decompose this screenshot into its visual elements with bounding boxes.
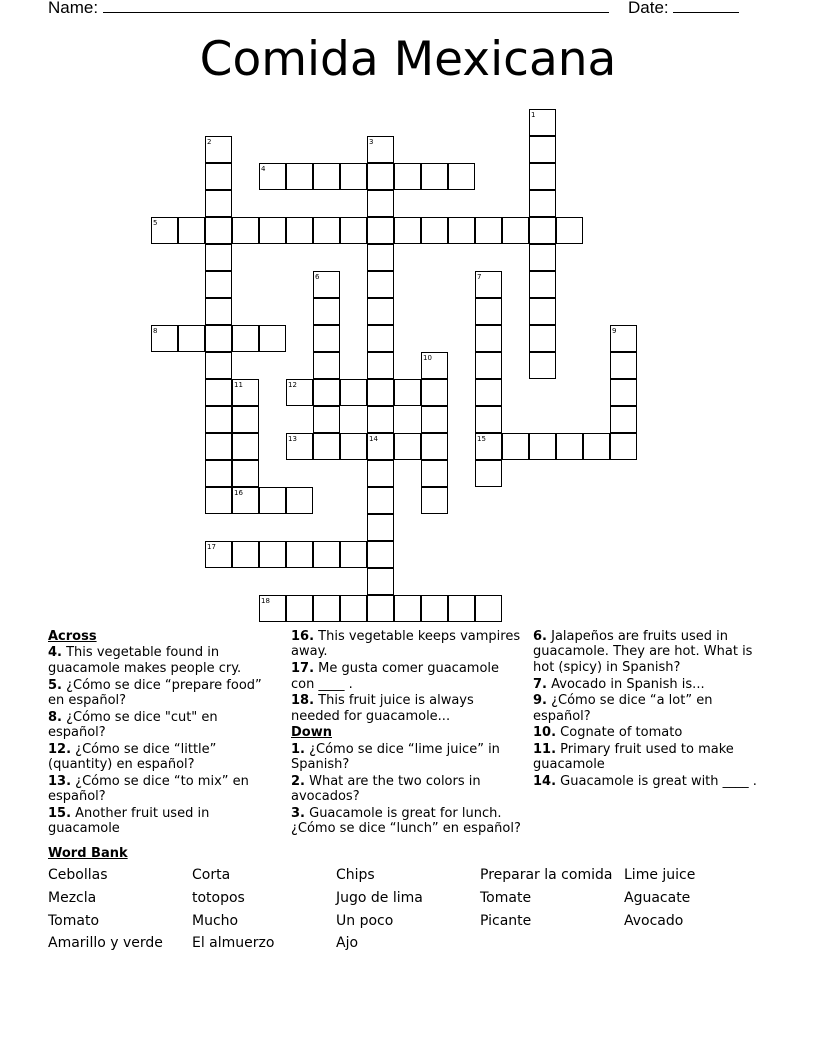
word-bank-item: Un poco	[336, 913, 394, 929]
grid-cell[interactable]	[313, 325, 340, 352]
grid-cell[interactable]	[340, 379, 367, 406]
word-bank-item: Jugo de lima	[336, 890, 423, 906]
grid-cell[interactable]	[448, 163, 475, 190]
grid-cell[interactable]	[448, 595, 475, 622]
grid-cell[interactable]	[286, 163, 313, 190]
grid-cell[interactable]	[340, 595, 367, 622]
grid-cell[interactable]	[475, 217, 502, 244]
grid-cell[interactable]	[610, 406, 637, 433]
word-bank-item: Corta	[192, 867, 231, 883]
date-label: Date:	[628, 0, 669, 17]
grid-cell[interactable]	[205, 487, 232, 514]
grid-cell[interactable]	[367, 352, 394, 379]
grid-cell[interactable]	[205, 163, 232, 190]
across-clue: 8. ¿Cómo se dice "cut" en español?	[48, 709, 218, 741]
grid-cell[interactable]	[205, 379, 232, 406]
down-clue: 10. Cognate of tomato	[533, 725, 683, 741]
grid-cell[interactable]	[367, 595, 394, 622]
grid-cell[interactable]	[610, 379, 637, 406]
down-clue: 6. Jalapeños are fruits used in guacamole. They are hot. What is hot (spicy) in Spanish?	[533, 629, 753, 675]
page-title: Comida Mexicana	[199, 32, 617, 87]
grid-cell[interactable]	[259, 217, 286, 244]
word-bank-item: Preparar la comida	[480, 867, 613, 883]
grid-cell[interactable]	[259, 541, 286, 568]
grid-cell[interactable]	[502, 433, 529, 460]
grid-cell[interactable]	[367, 379, 394, 406]
grid-cell[interactable]	[313, 298, 340, 325]
grid-cell[interactable]	[367, 541, 394, 568]
grid-cell[interactable]	[475, 595, 502, 622]
grid-cell[interactable]	[529, 136, 556, 163]
grid-cell[interactable]	[205, 433, 232, 460]
grid-cell[interactable]	[286, 217, 313, 244]
across-clue: 13. ¿Cómo se dice “to mix” en español?	[48, 773, 249, 805]
grid-cell[interactable]	[313, 163, 340, 190]
grid-cell[interactable]	[421, 433, 448, 460]
grid-cell[interactable]	[610, 352, 637, 379]
grid-cell[interactable]	[475, 406, 502, 433]
grid-cell[interactable]	[421, 460, 448, 487]
word-bank-item: Ajo	[336, 935, 359, 951]
grid-cell[interactable]	[529, 271, 556, 298]
grid-cell[interactable]	[259, 487, 286, 514]
grid-cell[interactable]	[475, 379, 502, 406]
grid-cell[interactable]	[394, 217, 421, 244]
grid-cell[interactable]	[394, 433, 421, 460]
down-clue: 14. Guacamole is great with ____ .	[533, 774, 757, 790]
grid-cell[interactable]	[205, 244, 232, 271]
grid-cell[interactable]	[367, 406, 394, 433]
grid-cell[interactable]	[178, 325, 205, 352]
grid-cell[interactable]	[421, 163, 448, 190]
grid-cell[interactable]	[502, 217, 529, 244]
clues-column-2	[291, 629, 523, 838]
grid-cell[interactable]	[448, 217, 475, 244]
grid-cell[interactable]	[205, 352, 232, 379]
down-clue: 9. ¿Cómo se dice “a lot” en español?	[533, 693, 713, 724]
down-clue: 7. Avocado in Spanish is...	[533, 676, 705, 692]
grid-cell[interactable]	[421, 217, 448, 244]
grid-cell[interactable]	[232, 541, 259, 568]
grid-cell[interactable]	[313, 406, 340, 433]
grid-cell[interactable]	[367, 217, 394, 244]
grid-cell[interactable]	[340, 163, 367, 190]
clue-number: 4	[261, 165, 266, 173]
grid-cell[interactable]	[313, 379, 340, 406]
grid-cell[interactable]	[529, 217, 556, 244]
clue-number: 17	[207, 543, 216, 551]
date-line	[673, 0, 739, 13]
grid-cell[interactable]	[367, 271, 394, 298]
grid-cell[interactable]	[205, 406, 232, 433]
grid-cell[interactable]	[394, 163, 421, 190]
grid-cell[interactable]	[367, 163, 394, 190]
clue-number: 6	[315, 273, 320, 281]
grid-cell[interactable]	[475, 298, 502, 325]
grid-cell[interactable]	[475, 325, 502, 352]
grid-cell[interactable]	[421, 487, 448, 514]
word-bank-title: Word Bank	[48, 846, 128, 861]
grid-cell[interactable]	[340, 217, 367, 244]
word-bank-item: Amarillo y verde	[48, 935, 163, 951]
grid-cell[interactable]	[610, 433, 637, 460]
grid-cell[interactable]	[421, 406, 448, 433]
grid-cell[interactable]	[421, 595, 448, 622]
across-clue: 5. ¿Cómo se dice “prepare food” en español?	[48, 677, 262, 708]
word-bank-item: Lime juice	[624, 867, 696, 883]
date-field[interactable]	[628, 0, 739, 18]
clue-number: 14	[369, 435, 378, 443]
grid-cell[interactable]	[205, 190, 232, 217]
grid-cell[interactable]	[367, 244, 394, 271]
grid-cell[interactable]	[313, 217, 340, 244]
grid-cell[interactable]	[205, 325, 232, 352]
word-bank-item: Tomate	[480, 890, 532, 906]
grid-cell[interactable]	[232, 460, 259, 487]
word-bank-item: Aguacate	[624, 890, 691, 906]
down-clue: 2. What are the two colors in avocados?	[291, 773, 481, 805]
clue-number: 8	[153, 327, 158, 335]
down-clue: 11. Primary fruit used to make guacamole	[533, 742, 734, 773]
grid-cell[interactable]	[529, 190, 556, 217]
across-clue: 12. ¿Cómo se dice “little” (quantity) en español?	[48, 741, 217, 773]
clue-number: 16	[234, 489, 243, 497]
clue-number: 15	[477, 435, 486, 443]
clue-number: 7	[477, 273, 482, 281]
grid-cell[interactable]	[421, 379, 448, 406]
across-clue: 15. Another fruit used in guacamole	[48, 805, 210, 837]
clue-number: 10	[423, 354, 432, 362]
grid-cell[interactable]	[394, 595, 421, 622]
clue-number: 18	[261, 597, 270, 605]
grid-cell[interactable]	[529, 163, 556, 190]
grid-cell[interactable]	[313, 595, 340, 622]
grid-cell[interactable]	[529, 433, 556, 460]
word-bank-item: El almuerzo	[192, 935, 275, 951]
down-heading: Down	[291, 725, 332, 741]
grid-cell[interactable]	[556, 217, 583, 244]
grid-cell[interactable]	[232, 217, 259, 244]
grid-cell[interactable]	[178, 217, 205, 244]
grid-cell[interactable]	[529, 352, 556, 379]
grid-cell[interactable]	[475, 352, 502, 379]
grid-cell[interactable]	[556, 433, 583, 460]
word-bank-item: Chips	[336, 867, 375, 883]
grid-cell[interactable]	[232, 406, 259, 433]
grid-cell[interactable]	[367, 568, 394, 595]
grid-cell[interactable]	[232, 325, 259, 352]
clue-number: 5	[153, 219, 158, 227]
across-clue: 16. This vegetable keeps vampires away.	[291, 629, 521, 660]
grid-cell[interactable]	[529, 325, 556, 352]
grid-cell[interactable]	[232, 433, 259, 460]
grid-cell[interactable]	[286, 541, 313, 568]
word-bank-item: Avocado	[624, 913, 684, 929]
grid-cell[interactable]	[286, 595, 313, 622]
grid-cell[interactable]	[529, 244, 556, 271]
grid-cell[interactable]	[313, 433, 340, 460]
grid-cell[interactable]	[367, 514, 394, 541]
grid-cell[interactable]	[367, 325, 394, 352]
clue-number: 11	[234, 381, 243, 389]
grid-cell[interactable]	[205, 217, 232, 244]
grid-cell[interactable]	[340, 433, 367, 460]
grid-cell[interactable]	[259, 325, 286, 352]
clue-number: 3	[369, 138, 374, 146]
clues-column-1	[48, 629, 270, 838]
grid-cell[interactable]	[313, 541, 340, 568]
word-bank-item: Cebollas	[48, 867, 108, 883]
word-bank-item: totopos	[192, 890, 245, 906]
across-clue: 18. This fruit juice is always needed for guacamole...	[291, 693, 474, 724]
name-label: Name:	[48, 0, 99, 17]
grid-cell[interactable]	[205, 271, 232, 298]
grid-cell[interactable]	[475, 460, 502, 487]
grid-cell[interactable]	[367, 298, 394, 325]
grid-cell[interactable]	[583, 433, 610, 460]
name-field[interactable]	[48, 0, 609, 18]
clue-number: 1	[531, 111, 536, 119]
clues-column-3	[533, 629, 763, 791]
word-bank-item: Tomato	[48, 913, 100, 929]
down-clue: 1. ¿Cómo se dice “lime juice” in Spanish?	[291, 741, 500, 773]
word-bank-item: Mezcla	[48, 890, 97, 906]
grid-cell[interactable]	[529, 298, 556, 325]
down-clue: 3. Guacamole is great for lunch. ¿Cómo se dice “lunch” en español?	[291, 805, 521, 837]
grid-cell[interactable]	[367, 190, 394, 217]
grid-cell[interactable]	[313, 352, 340, 379]
grid-cell[interactable]	[394, 379, 421, 406]
clue-number: 9	[612, 327, 617, 335]
clue-number: 13	[288, 435, 297, 443]
grid-cell[interactable]	[367, 460, 394, 487]
word-bank-item: Picante	[480, 913, 532, 929]
grid-cell[interactable]	[286, 487, 313, 514]
word-bank-item: Mucho	[192, 913, 239, 929]
grid-cell[interactable]	[205, 460, 232, 487]
grid-cell[interactable]	[340, 541, 367, 568]
across-clue: 4. This vegetable found in guacamole makes people cry.	[48, 645, 242, 676]
grid-cell[interactable]	[367, 487, 394, 514]
across-heading: Across	[48, 629, 97, 644]
clue-number: 2	[207, 138, 212, 146]
name-line	[103, 0, 609, 13]
grid-cell[interactable]	[205, 298, 232, 325]
clue-number: 12	[288, 381, 297, 389]
across-clue: 17. Me gusta comer guacamole con ____ .	[291, 661, 500, 692]
